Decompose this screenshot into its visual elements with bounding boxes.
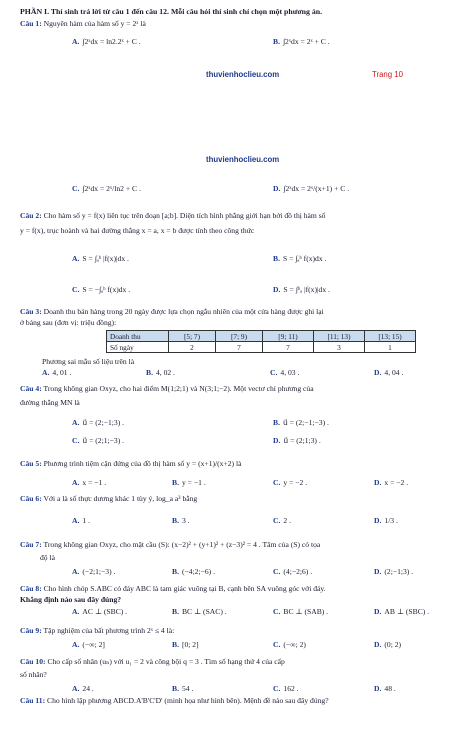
table-row: Số ngày 2 7 7 3 1 (107, 342, 416, 353)
q5-option-a: A. x = −1 . (72, 478, 107, 487)
q5-option-c: C. y = −2 . (273, 478, 308, 487)
q4-option-c: C. u⃗ = (2;1;−3) . (72, 436, 125, 445)
q4-option-d: D. u⃗ = (2;1;3) . (273, 436, 321, 445)
q7-option-a: A. (−2;1;−3) . (72, 567, 116, 576)
question-1-label: Câu 1: (20, 19, 42, 28)
q10-option-a: A. 24 . (72, 684, 94, 693)
question-2-cont: y = f(x), trục hoành và hai đường thẳng x = a, x = b được tính theo công thức (20, 226, 255, 235)
q5-option-b: B. y = −1 . (172, 478, 206, 487)
table-row: Doanh thu [5; 7) [7; 9) [9; 11) [11; 13) [13; 15) (107, 331, 416, 342)
q1-option-d: D. ∫2ˣdx = 2ˣ/(x+1) + C . (273, 184, 350, 193)
q8-option-d: D. AB ⊥ (SBC) . (374, 607, 430, 616)
q9-option-c: C. (−∞; 2) (273, 640, 306, 649)
q8-option-a: A. AC ⊥ (SBC) . (72, 607, 128, 616)
q7-option-d: D. (2;−1;3) . (374, 567, 414, 576)
q3-option-b: B. 4, 02 . (146, 368, 175, 377)
question-5: Câu 5: Phương trình tiệm cận đứng của đồ thị hàm số y = (x+1)/(x+2) là (20, 459, 242, 468)
q3-option-d: D. 4, 04 . (374, 368, 404, 377)
question-1-text: Nguyên hàm của hàm số y = 2ˣ là (43, 19, 146, 28)
question-3: Câu 3: Doanh thu bán hàng trong 20 ngày được lựa chọn ngẫu nhiên của một cửa hàng được ghi lại (20, 307, 324, 316)
q5-option-d: D. x = −2 . (374, 478, 409, 487)
part-title: PHẦN I. Thí sinh trả lời từ câu 1 đến câu 12. Mỗi câu hỏi thí sinh chỉ chọn một phương án. (20, 7, 323, 16)
q2-option-d: D. S = ∫ᵇₐ |f(x)|dx . (273, 285, 330, 294)
q7-option-b: B. (−4;2;−6) . (172, 567, 215, 576)
q2-option-b: B. S = ∫ₐᵇ f(x)dx . (273, 254, 327, 263)
question-10-cont: số nhân? (20, 670, 47, 679)
header-site: thuvienhoclieu.com (206, 155, 280, 164)
footer-page-number: Trang 10 (372, 70, 403, 79)
q6-option-a: A. 1 . (72, 516, 90, 525)
q2-option-c: C. S = −∫ₐᵇ f(x)dx . (72, 285, 131, 294)
footer-site: thuvienhoclieu.com (206, 70, 280, 79)
q4-option-a: A. u⃗ = (2;−1;3) . (72, 418, 125, 427)
question-1 (20, 20, 146, 29)
q3-option-a: A. 4, 01 . (42, 368, 72, 377)
q4-option-b: B. u⃗ = (2;−1;−3) . (273, 418, 329, 427)
q9-option-d: D. (0; 2) (374, 640, 402, 649)
q10-option-d: D. 48 . (374, 684, 396, 693)
q9-option-a: A. (−∞; 2] (72, 640, 105, 649)
q6-option-b: B. 3 . (172, 516, 190, 525)
question-6: Câu 6: Với a là số thực dương khác 1 tùy ý, log_a a³ bằng (20, 494, 198, 503)
q1-option-a: A. ∫2ˣdx = ln2.2ˣ + C . (72, 37, 141, 46)
q10-option-c: C. 162 . (273, 684, 299, 693)
q6-option-d: D. 1/3 . (374, 516, 398, 525)
question-10: Câu 10: Cho cấp số nhân (uₙ) với u₁ = 2 và công bội q = 3 . Tìm số hạng thứ 4 của cấp (20, 657, 285, 666)
question-8: Câu 8: Cho hình chóp S.ABC có đáy ABC là tam giác vuông tại B, cạnh bên SA vuông góc với đáy. (20, 584, 326, 593)
q1-option-c: C. ∫2ˣdx = 2ˣ/ln2 + C . (72, 184, 141, 193)
question-3-cont: ở bảng sau (đơn vị: triệu đồng): (20, 318, 117, 327)
question-9: Câu 9: Tập nghiệm của bất phương trình 2ˣ ≤ 4 là: (20, 626, 175, 635)
q9-option-b: B. [0; 2] (172, 640, 199, 649)
question-2: Câu 2: Cho hàm số y = f(x) liên tục trên đoạn [a;b]. Diện tích hình phẳng giới hạn bởi đồ thị hàm số (20, 211, 326, 220)
question-7-cont: độ là (40, 553, 55, 562)
q6-option-c: C. 2 . (273, 516, 291, 525)
question-11: Câu 11: Cho hình lập phương ABCD.A'B'C'D' (minh họa như hình bên). Mệnh đề nào sau đây đúng? (20, 696, 329, 705)
q8-option-c: C. BC ⊥ (SAB) . (273, 607, 329, 616)
q7-option-c: C. (4;−2;6) . (273, 567, 313, 576)
q1-option-b: B. ∫2ˣdx = 2ˣ + C . (273, 37, 330, 46)
question-4: Câu 4: Trong không gian Oxyz, cho hai điểm M(1;2;1) và N(3;1;−2). Một vectơ chỉ phương của (20, 384, 314, 393)
question-4-cont: đường thẳng MN là (20, 398, 80, 407)
question-7: Câu 7: Trong không gian Oxyz, cho mặt cầu (S): (x−2)² + (y+1)² + (z−3)² = 4 . Tâm của (S) có tọa (20, 540, 321, 549)
q2-option-a: A. S = ∫ₐᵇ |f(x)|dx . (72, 254, 129, 263)
q3-option-c: C. 4, 03 . (270, 368, 300, 377)
question-8-cont: Khẳng định nào sau đây đúng? (20, 595, 122, 604)
q8-option-b: B. BC ⊥ (SAC) . (172, 607, 227, 616)
q10-option-b: B. 54 . (172, 684, 194, 693)
frequency-table (106, 330, 416, 353)
question-3-ask: Phương sai mẫu số liệu trên là (42, 357, 135, 366)
